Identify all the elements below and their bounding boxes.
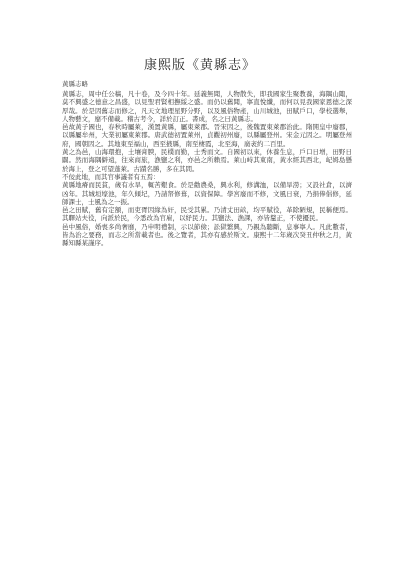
document-title: 康熙版《黄縣志》: [143, 58, 256, 73]
paragraph: 邑之田賦，舊有定額，而吏胥因緣為奸，民受其累。乃清丈田畝，均平賦役，革除陋規，民稱便焉。其驛站夫役，向派於民，今悉改為官雇，以紓民力。其鹽法、漁課，亦皆釐正，不使擾民。: [62, 206, 352, 223]
paragraph: 邑中風俗，婚喪多尚奢靡，乃申明禮制，示以節儉；訟獄繁興，乃親為聽斷，息事寧人。凡此數者，皆為治之要務，而志之所當載者也。後之覽者，其亦有感於斯文。康熙十二年歲次癸丑仲秋之月，黃縣知縣某謹序。: [62, 222, 352, 248]
paragraph: 黃之為邑，山海環抱，土壤膏腴，民樸而勤，士秀而文。自國初以來，休養生息，戶口日增，田野日闢。然而海隅僻遠，往來商旅，漁鹽之利，亦邑之所賴焉。萊山峙其東南，黃水經其西北，屺姆島懸於海上，登之可望蓬萊。古蹟名勝，多在其間。: [62, 148, 352, 173]
document-body: [62, 90, 352, 248]
paragraph: 邑故黃子國也，春秋時屬萊，漢置黃縣，屬東萊郡。晉宋因之，後魏置東萊郡治此。隋開皇中廢郡，以縣屬牟州，大業初屬東萊郡。唐武德初置萊州，貞觀初州廢，以縣屬登州。宋金元因之。明屬登州府，國朝因之。其地東至福山，西至掖縣，南至棲霞，北至海，廣袤約二百里。: [62, 123, 352, 148]
section-heading: 黃縣志略: [62, 80, 88, 88]
paragraph: 黃縣志，周中任公稿，凡十卷，及今四十年。延義無聞，人物散失，即我國家生聚教養，海隅山陬，莫不興盛之德意之昌盛，以見聖君賢相撫綏之盛。而仍以舊聞，寧直悅纖，而何以見我國家恩德之深厚哉。於是因舊志而修之，凡天文地理星野分野，以及風俗物產，山川城池，田賦戶口，學校選舉，人物藝文，靡不備載。稽古考今，詳於訂正。書成，名之曰黃縣志。: [62, 90, 352, 123]
paragraph: 黃縣地瘠而民貧，歲有水旱，輒苦艱食。於是勸農桑，興水利，修溝洫，以備旱澇；又設社倉，以濟凶年。其城垣壕池，年久傾圮，乃請帑修葺，以資保障。學宮廢而不修，文風日衰，乃捐俸倡修，延師課士，士風為之一振。: [62, 181, 352, 206]
paragraph: 不佞此地，而其官事議者有五焉：: [62, 172, 160, 181]
